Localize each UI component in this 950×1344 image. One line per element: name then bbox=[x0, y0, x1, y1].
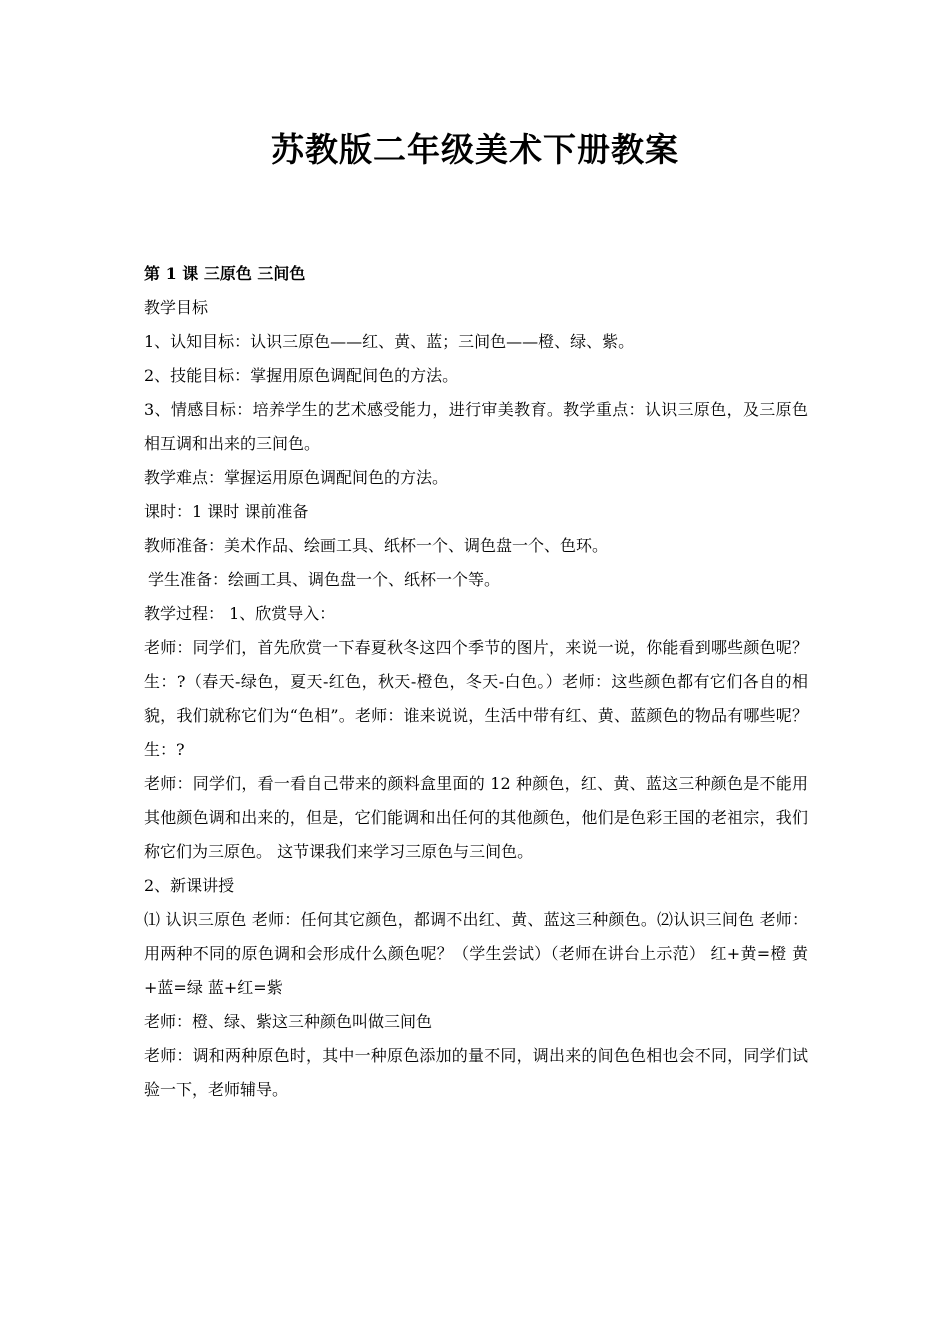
paragraph-student-prep: 学生准备：绘画工具、调色盘一个、纸杯一个等。 bbox=[148, 570, 501, 589]
paragraph-skill-goal: 2、技能目标：掌握用原色调配间色的方法。 bbox=[144, 366, 459, 385]
document-body bbox=[144, 257, 808, 1107]
paragraph-emotional-goal: 3、情感目标：培养学生的艺术感受能力，进行审美教育。教学重点：认识三原色，及三原色相互调和出来的三间色。 bbox=[144, 400, 808, 453]
paragraph-class-hours: 课时：1 课时 课前准备 bbox=[144, 502, 309, 521]
paragraph-teaching-goals: 教学目标 bbox=[144, 298, 209, 317]
paragraph-teacher-prep: 教师准备：美术作品、绘画工具、纸杯一个、调色盘一个、色环。 bbox=[144, 536, 609, 555]
document-title: 苏教版二年级美术下册教案 bbox=[271, 130, 679, 169]
paragraph-process: 教学过程： 1、欣赏导入： bbox=[144, 604, 336, 623]
paragraph-experiment: 老师：调和两种原色时，其中一种原色添加的量不同，调出来的间色色相也会不同，同学们试验一下，老师辅导。 bbox=[144, 1046, 808, 1099]
paragraph-difficulty: 教学难点：掌握运用原色调配间色的方法。 bbox=[144, 468, 449, 487]
paragraph-cognitive-goal: 1、认知目标：认识三原色——红、黄、蓝；三间色——橙、绿、紫。 bbox=[144, 332, 635, 351]
paragraph-new-lesson: 2、新课讲授 bbox=[144, 876, 235, 895]
lesson-heading: 第 1 课 三原色 三间色 bbox=[144, 264, 306, 283]
paragraph-mixing: ⑴ 认识三原色 老师：任何其它颜色，都调不出红、黄、蓝这三种颜色。⑵认识三间色 老师：用两种不同的原色调和会形成什么颜色呢？（学生尝试）（老师在讲台上示范） 红+黄=橙 黄+蓝=绿 蓝+红=紫 bbox=[144, 910, 808, 997]
paragraph-secondary-colors: 老师：橙、绿、紫这三种颜色叫做三间色 bbox=[144, 1012, 433, 1031]
paragraph-primary-colors: 老师：同学们，看一看自己带来的颜料盒里面的 12 种颜色，红、黄、蓝这三种颜色是不能用其他颜色调和出来的，但是，它们能调和出任何的其他颜色，他们是色彩王国的老祖宗，我们称它们为三原色。 这节课我们来学习三原色与三间色。 bbox=[144, 774, 808, 861]
paragraph-intro-dialogue: 老师：同学们，首先欣赏一下春夏秋冬这四个季节的图片，来说一说，你能看到哪些颜色呢？ 生：?（春天-绿色，夏天-红色，秋天-橙色，冬天-白色。）老师：这些颜色都有它们各自的相貌，我们就称它们为“色相”。老师：谁来说说，生活中带有红、黄、蓝颜色的物品有哪些呢？ 生：? bbox=[144, 638, 808, 759]
